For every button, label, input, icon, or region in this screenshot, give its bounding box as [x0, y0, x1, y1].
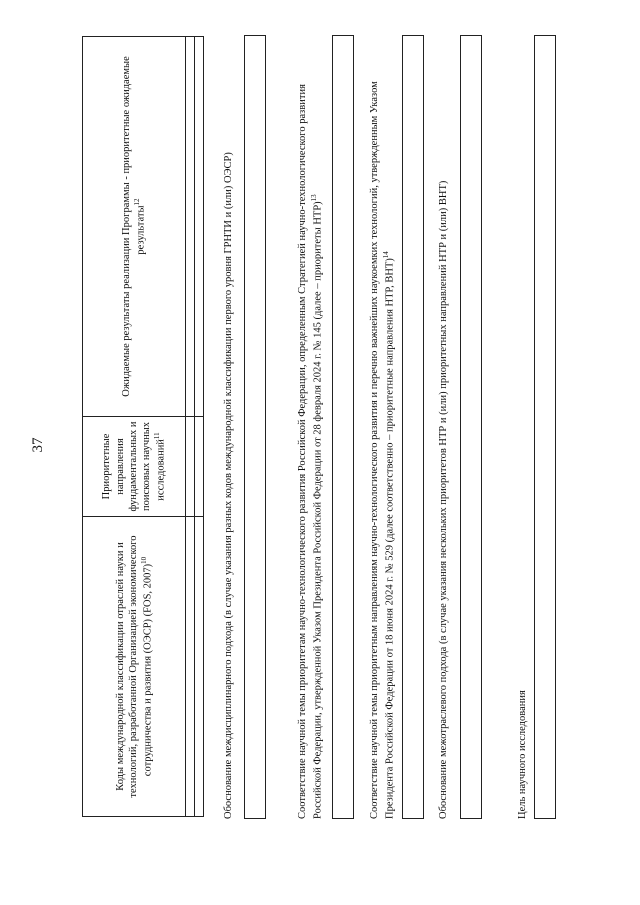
page-number: 37 [30, 437, 46, 453]
intersectoral-field[interactable] [460, 35, 482, 819]
table-cell-empty[interactable] [186, 37, 195, 417]
table-cell-empty[interactable] [195, 37, 204, 417]
ntr-priorities-field[interactable] [332, 35, 354, 819]
table-cell-empty[interactable] [186, 417, 195, 517]
intersectoral-label: Обоснование межотраслевого подхода (в случае указания нескольких приоритетов НТР и (или) приоритетных направлений НТР и (или) ВНТ) [438, 180, 449, 819]
interdisciplinary-label: Обоснование междисциплинарного подхода (в случае указания разных кодов международной классификации первого уровня ГРНТИ и (или) ОЭСР) [223, 152, 234, 819]
interdisciplinary-field[interactable] [244, 35, 266, 819]
header-cell-priority-directions: Приоритетные направления фундаментальных и поисковых научных исследований$^{11}$ [83, 417, 186, 517]
ntr-directions-field[interactable] [402, 35, 424, 819]
classification-table [82, 36, 204, 817]
table-row [186, 37, 195, 817]
header-cell-expected-results: Ожидаемые результаты реализации Программы - приоритетные ожидаемые результаты$^{12}$ [83, 37, 186, 417]
header-cell-oecd-codes: Коды международной классификации отраслей науки и технологий, разработанной Организацией экономического сотрудничества и развития (ОЭСР) (FOS, 2007)$^{10}$ [83, 517, 186, 817]
table-row [195, 37, 204, 817]
table-header-row [83, 37, 186, 817]
ntr-directions-label: Соответствие научной темы приоритетным направлениям научно-технологического развития и перечню важнейших наукоемких технологий, утвержденным Указом Президента Российской Федерации от 18 июня 2024 г. № 529 (далее соответственно – приоритетные направления НТР, ВНТ)$^{14}$ [369, 81, 396, 819]
research-goal-label: Цель научного исследования [517, 690, 528, 819]
research-goal-field[interactable] [534, 35, 556, 819]
table-cell-empty[interactable] [186, 517, 195, 817]
ntr-priorities-label: Соответствие научной темы приоритетам научно-технологического развития Российской Федерации, определенным Стратегией научно-технологического развития Российской Федерации, утвержденной Указом Президента Российской Федерации от 28 февраля 2024 г. № 145 (далее – приоритеты НТР)$^{13}$ [297, 84, 324, 819]
table-cell-empty[interactable] [195, 517, 204, 817]
table-cell-empty[interactable] [195, 417, 204, 517]
